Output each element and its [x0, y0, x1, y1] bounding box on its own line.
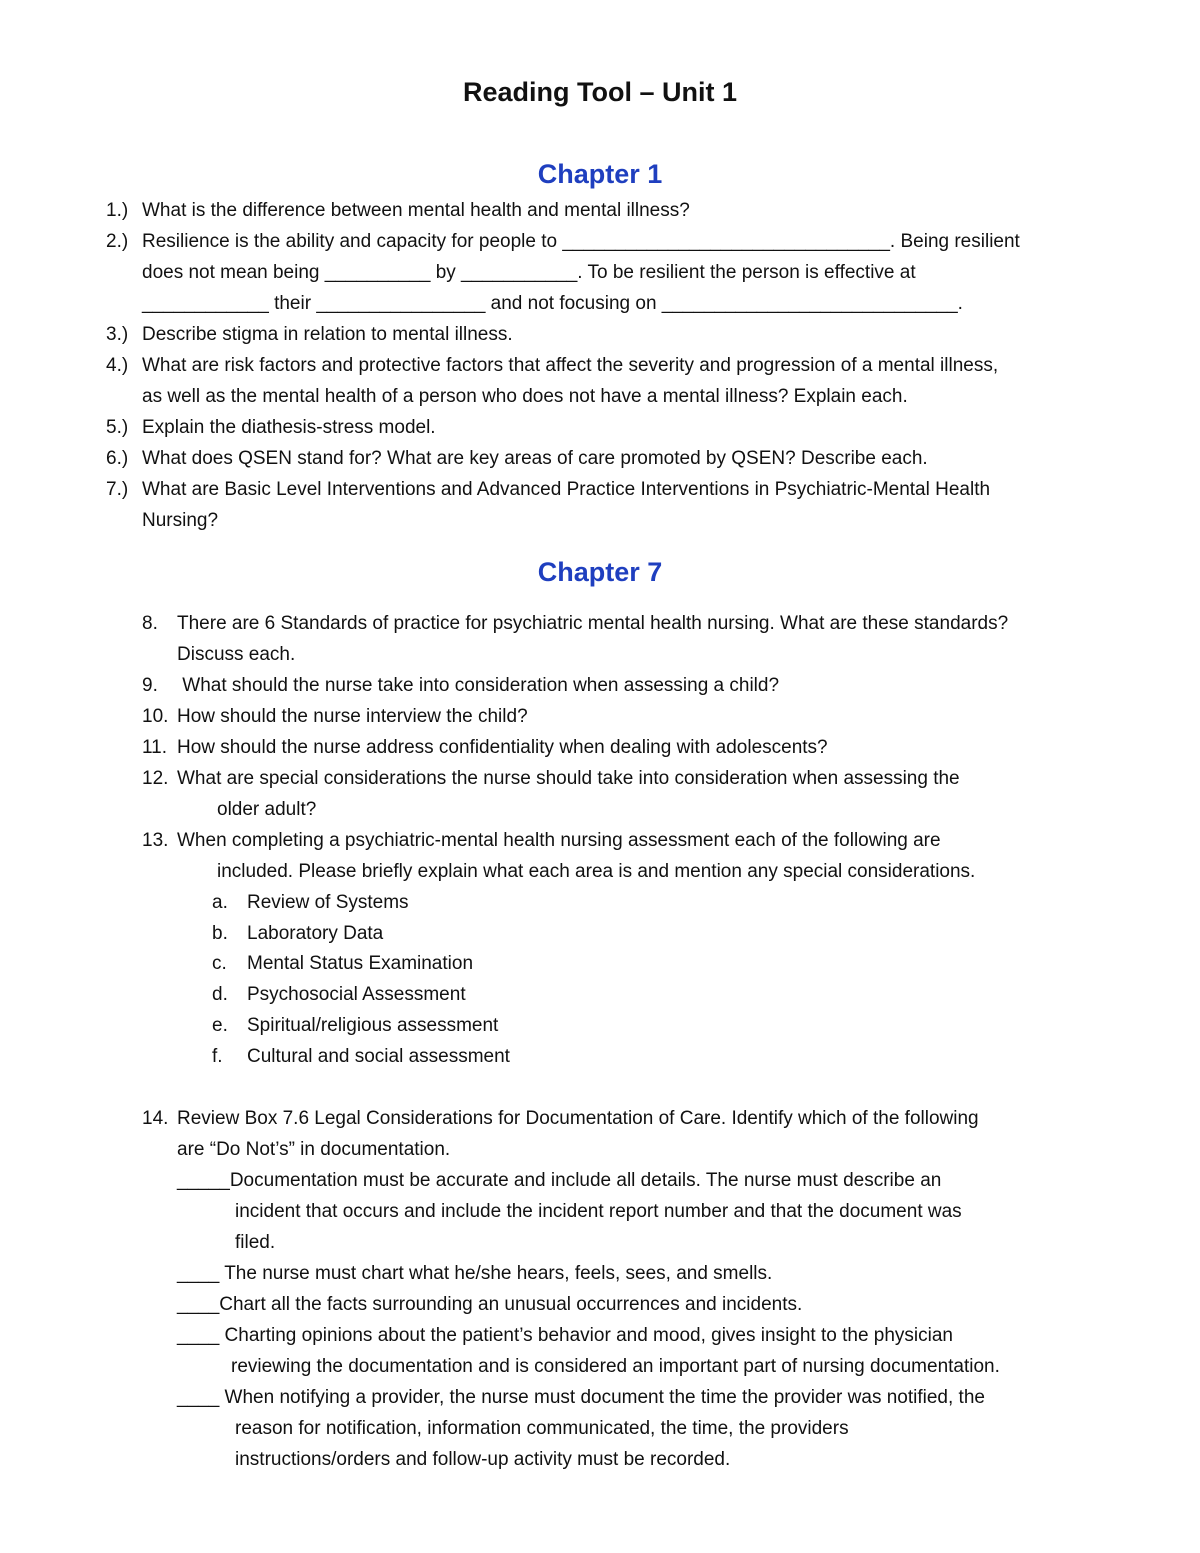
question-text: ____________ their ________________ and not focusing on ____________________________. [142, 293, 963, 314]
fill-in-statement: ____Chart all the facts surrounding an unusual occurrences and incidents. [177, 1294, 803, 1315]
question-text: Resilience is the ability and capacity for people to _______________________________. Being resilient [142, 231, 1020, 252]
subitem-letter: a. [212, 892, 228, 913]
question-number: 6.) [106, 448, 129, 469]
chapter-7-heading: Chapter 7 [537, 557, 663, 587]
fill-in-statement: instructions/orders and follow-up activity must be recorded. [235, 1449, 731, 1470]
question-text: Describe stigma in relation to mental illness. [142, 324, 513, 345]
question-number: 13. [142, 830, 169, 851]
question-text: Nursing? [142, 510, 219, 531]
subitem-text: Mental Status Examination [247, 953, 474, 974]
subitem-letter: f. [212, 1046, 223, 1067]
subitem-text: Review of Systems [247, 892, 409, 913]
question-number: 7.) [106, 479, 129, 500]
subitem-letter: b. [212, 923, 228, 944]
question-number: 3.) [106, 324, 129, 345]
document-title: Reading Tool – Unit 1 [462, 77, 737, 107]
subitem-text: Spiritual/religious assessment [247, 1015, 499, 1036]
question-number: 9. [142, 675, 158, 696]
question-text: Discuss each. [177, 644, 296, 665]
subitem-text: Cultural and social assessment [247, 1046, 510, 1067]
question-text: How should the nurse interview the child? [177, 706, 528, 727]
fill-in-statement: ____ The nurse must chart what he/she hears, feels, sees, and smells. [177, 1263, 773, 1284]
question-number: 5.) [106, 417, 129, 438]
question-number: 14. [142, 1108, 169, 1129]
fill-in-statement: incident that occurs and include the incident report number and that the document was [235, 1201, 962, 1222]
subitem-text: Psychosocial Assessment [247, 984, 466, 1005]
question-text: What should the nurse take into consideration when assessing a child? [177, 675, 780, 696]
fill-in-statement: _____Documentation must be accurate and include all details. The nurse must describe an [177, 1170, 942, 1191]
subitem-text: Laboratory Data [247, 923, 384, 944]
question-text: does not mean being __________ by ___________. To be resilient the person is effective at [142, 262, 916, 283]
fill-in-statement: ____ When notifying a provider, the nurse must document the time the provider was notified, the [177, 1387, 985, 1408]
fill-in-statement: reason for notification, information communicated, the time, the providers [235, 1418, 849, 1439]
question-number: 12. [142, 768, 169, 789]
question-number: 1.) [106, 200, 129, 221]
question-text: Explain the diathesis-stress model. [142, 417, 436, 438]
question-text: Review Box 7.6 Legal Considerations for Documentation of Care. Identify which of the following [177, 1108, 979, 1129]
question-text: are “Do Not’s” in documentation. [177, 1139, 451, 1160]
question-number: 10. [142, 706, 169, 727]
question-number: 4.) [106, 355, 129, 376]
question-text: older adult? [217, 799, 317, 820]
fill-in-statement: reviewing the documentation and is considered an important part of nursing documentation. [231, 1356, 1000, 1377]
subitem-letter: d. [212, 984, 228, 1005]
fill-in-statement: ____ Charting opinions about the patient’s behavior and mood, gives insight to the physician [177, 1325, 954, 1346]
question-text: When completing a psychiatric-mental health nursing assessment each of the following are [177, 830, 941, 851]
subitem-letter: c. [212, 953, 227, 974]
question-text: included. Please briefly explain what each area is and mention any special considerations. [217, 861, 976, 882]
subitem-letter: e. [212, 1015, 228, 1036]
question-text: as well as the mental health of a person who does not have a mental illness? Explain each. [142, 386, 908, 407]
question-number: 8. [142, 613, 158, 634]
question-text: There are 6 Standards of practice for psychiatric mental health nursing. What are these standards? [177, 613, 1009, 634]
question-text: What are special considerations the nurse should take into consideration when assessing the [177, 768, 960, 789]
chapter-1-heading: Chapter 1 [537, 159, 663, 189]
question-text: What are Basic Level Interventions and Advanced Practice Interventions in Psychiatric-Mental Health [142, 479, 991, 500]
question-number: 2.) [106, 231, 129, 252]
question-text: What are risk factors and protective factors that affect the severity and progression of a mental illness, [142, 355, 999, 376]
question-text: What is the difference between mental health and mental illness? [142, 200, 690, 221]
question-text: How should the nurse address confidentiality when dealing with adolescents? [177, 737, 828, 758]
question-number: 11. [142, 737, 168, 758]
fill-in-statement: filed. [235, 1232, 276, 1253]
question-text: What does QSEN stand for? What are key areas of care promoted by QSEN? Describe each. [142, 448, 928, 469]
